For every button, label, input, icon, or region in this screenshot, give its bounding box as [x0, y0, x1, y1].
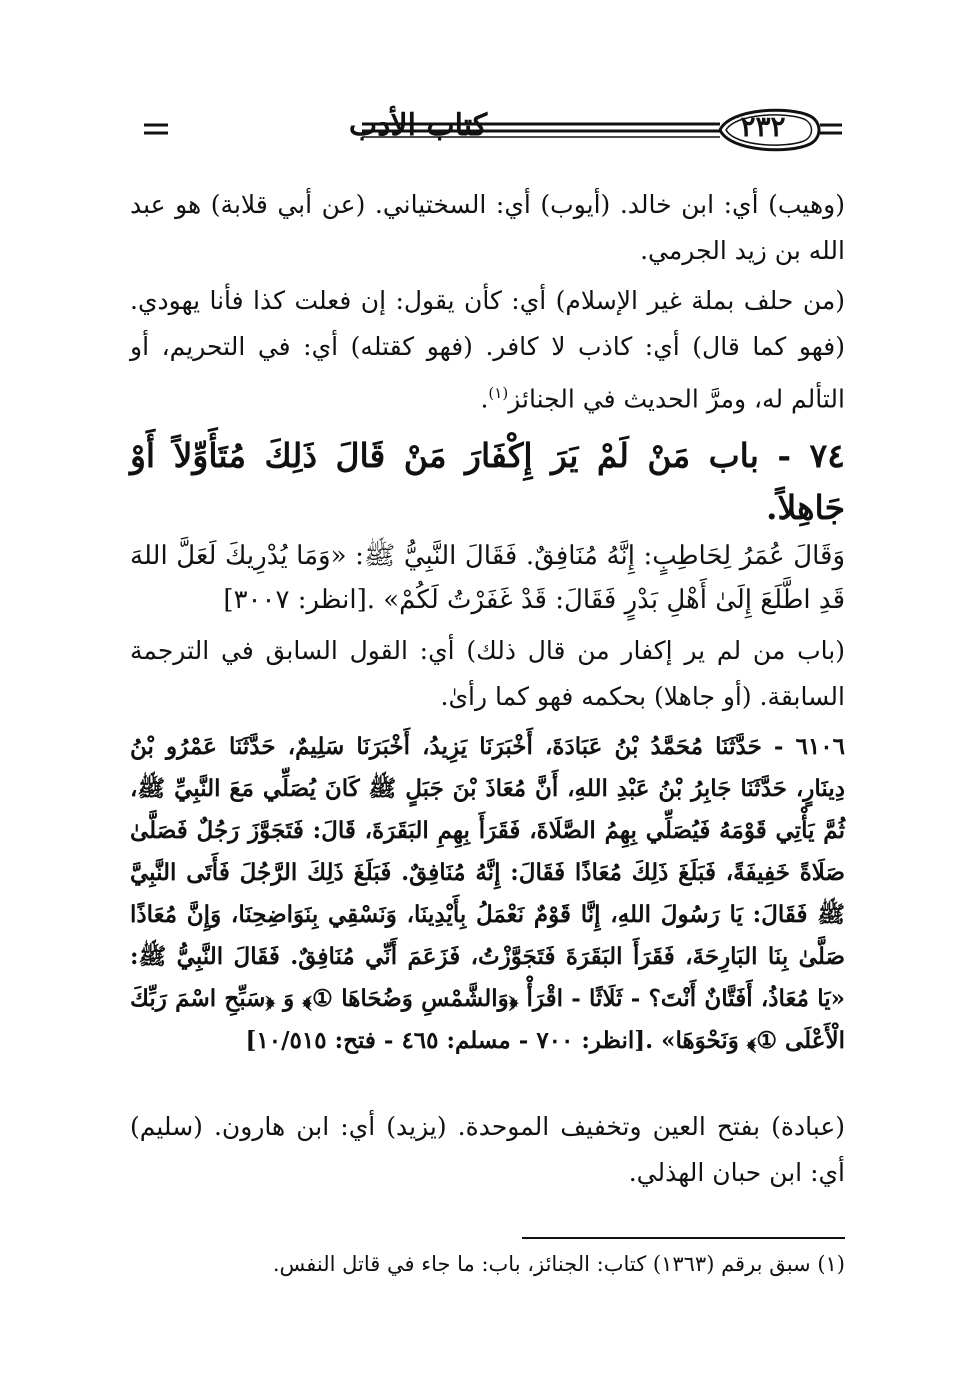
hadith-block [130, 726, 845, 1062]
hadith-text: ٦١٠٦ - حَدَّثَنَا مُحَمَّدُ بْنُ عَبَادَةَ، أَخْبَرَنَا يَزِيدُ، أَخْبَرَنَا سَلِيمٌ، حَدَّثَنَا عَمْرُو بْنُ دِينَارٍ، حَدَّثَنَا جَابِرُ بْنُ عَبْدِ اللهِ، أَنَّ مُعَاذَ بْنَ جَبَلٍ ﷺ كَانَ يُصَلِّي مَعَ النَّبِيِّ ﷺ، ثُمَّ يَأْتِي قَوْمَهُ فَيُصَلِّي بِهِمُ الصَّلَاةَ، فَقَرَأَ بِهِمِ البَقَرَةَ، قَالَ: فَتَجَوَّزَ رَجُلٌ فَصَلَّىٰ صَلَاةً خَفِيفَةً، فَبَلَغَ ذَلِكَ مُعَاذًا فَقَالَ: إِنَّهُ مُنَافِقٌ. فَبَلَغَ ذَلِكَ الرَّجُلَ فَأَتَى النَّبِيَّ ﷺ فَقَالَ: يَا رَسُولَ اللهِ، إِنَّا قَوْمٌ نَعْمَلُ بِأَيْدِينَا، وَنَسْقِي بِنَوَاضِحِنَا، وَإِنَّ مُعَاذًا صَلَّىٰ بِنَا البَارِحَةَ، فَقَرَأَ البَقَرَةَ فَتَجَوَّزْتُ، فَزَعَمَ أَنِّي مُنَافِقٌ. فَقَالَ النَّبِيُّ ﷺ: «يَا مُعَاذُ، أَفَتَّانٌ أَنْتَ؟ - ثَلَاثًا - اقْرَأْ ﴿وَالشَّمْسِ وَضُحَاهَا ①﴾ وَ ﴿سَبِّحِ اسْمَ رَبِّكَ الْأَعْلَى ①﴾ وَنَحْوَهَا» .[انظر: ٧٠٠ - مسلم: ٤٦٥ - فتح: ١٠/٥١٥] [130, 733, 845, 1054]
book-title: كتاب الأدب [348, 108, 488, 143]
commentary-paragraph: (عبادة) بفتح العين وتخفيف الموحدة. (يزيد) أي: ابن هارون. (سليم) أي: ابن حبان الهذلي. [130, 1112, 845, 1187]
footnote-divider [522, 1237, 845, 1239]
hadith-text: وَقَالَ عُمَرُ لِحَاطِبٍ: إِنَّهُ مُنَافِقٌ. فَقَالَ النَّبِيُّ ﷺ: «وَمَا يُدْرِيكَ لَعَلَّ اللهَ قَدِ اطَّلَعَ إِلَىٰ أَهْلِ بَدْرٍ فَقَالَ: قَدْ غَفَرْتُ لَكُمْ» .[انظر: ٣٠٠٧] [130, 541, 845, 615]
commentary-block-2 [130, 628, 845, 720]
commentary-paragraph: (من حلف بملة غير الإسلام) أي: كأن يقول: إن فعلت كذا فأنا يهودي. (فهو كما قال) أي: كاذب لا كافر. (فهو كقتله) أي: في التحريم، أو التألم له، ومرَّ الحديث في الجنائز$^{(١)}$. [130, 286, 845, 414]
page-number: ٢٣٢ [740, 110, 786, 143]
footnote-marker: (١) [488, 384, 509, 402]
footnote: (١) سبق برقم (١٣٦٣) كتاب: الجنائز، باب: ما جاء في قاتل النفس. [272, 1252, 845, 1276]
commentary-paragraph: (وهيب) أي: ابن خالد. (أيوب) أي: السختياني. (عن أبي قلابة) هو عبد الله بن زيد الجرمي. [130, 190, 845, 265]
commentary-block-3 [130, 1104, 845, 1196]
chapter-heading: ٧٤ - باب مَنْ لَمْ يَرَ إِكْفَارَ مَنْ قَالَ ذَلِكَ مُتَأَوِّلاً أَوْ جَاهِلاً. [130, 436, 845, 527]
commentary-text: (من حلف بملة غير الإسلام) أي: كأن يقول: إن فعلت كذا فأنا يهودي. (فهو كما قال) أي: كاذب لا كافر. (فهو كقتله) أي: في التحريم، أو التألم له، ومرَّ الحديث في الجنائز [130, 286, 845, 414]
page-header [130, 104, 845, 160]
commentary-paragraph: (باب من لم ير إكفار من قال ذلك) أي: القول السابق في الترجمة السابقة. (أو جاهلا) بحكمه فهو كما رأىٰ. [130, 636, 845, 711]
chapter-heading-block [130, 430, 845, 622]
commentary-block-1 [130, 182, 845, 422]
